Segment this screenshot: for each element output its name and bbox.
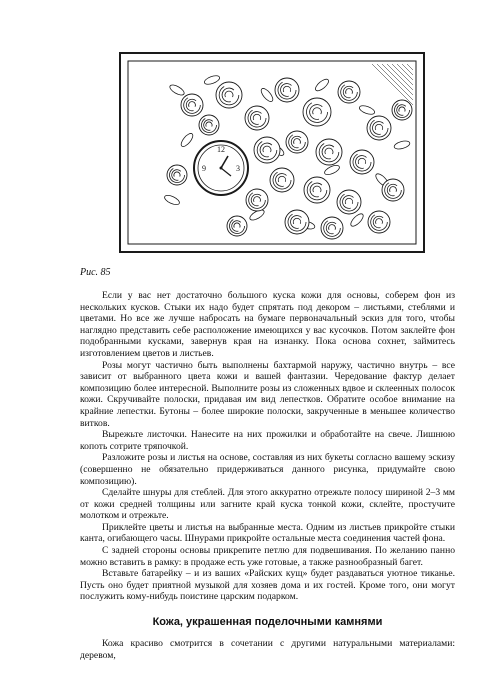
clock-numeral-3: 3: [236, 164, 240, 173]
hatch-line: [387, 64, 413, 90]
leaf-motif: [203, 74, 220, 86]
rose-motif: [216, 82, 242, 108]
rose-motif: [316, 139, 342, 165]
paragraph: С задней стороны основы прикрепите петлю для подвешивания. По желанию панно можно вставить в рамку: в продаже есть уже готовые, а также разнообразный багет.: [80, 545, 455, 568]
hatch-line: [402, 64, 413, 75]
rose-motif: [245, 106, 269, 130]
paragraph: Сделайте шнуры для стеблей. Для этого аккуратно отрежьте полосу шириной 2–3 мм от кожи средней толщины или загните край куска тонкой кожи, склейте, простучите молотком и отрежьте.: [80, 487, 455, 522]
rose-motif: [246, 189, 268, 211]
figure-caption: Рис. 85: [80, 267, 111, 278]
leaf-motif: [358, 104, 375, 116]
rose-motif: [367, 116, 391, 140]
clock-numeral-9: 9: [202, 164, 206, 173]
rose-motif: [303, 98, 331, 126]
body-text: [80, 290, 455, 603]
clock-face: [194, 141, 248, 195]
rose-motif: [270, 168, 294, 192]
rose-motif: [304, 177, 330, 203]
hatch-line: [407, 64, 413, 70]
clock-numeral-12: 12: [217, 145, 225, 154]
leaf-motif: [259, 87, 275, 104]
paragraph: Если у вас нет достаточно большого куска кожи для основы, соберем фон из нескольких кусков. Стыки их надо будет спрятать под декором – листьями, стеблями и цветами. Но все же лучше набросать на бумаге первоначальный эскиз для того, чтобы наглядно представить себе расположение имеющихся у вас кусочков. Потом заклейте фон подобранными кусками, завернув края на изнанку. Пока основа сохнет, займитесь изготовлением цветов и листьев.: [80, 290, 455, 359]
rose-motif: [275, 78, 299, 102]
paragraph: Приклейте цветы и листья на выбранные места. Одним из листьев прикройте стыки канта, огибающего часы. Шнурами прикройте остальные места соединения частей фона.: [80, 521, 455, 545]
rose-motif: [227, 216, 247, 236]
rose-motif: [350, 150, 374, 174]
rose-motif: [382, 179, 404, 201]
leaf-motif: [179, 132, 195, 149]
rose-motif: [285, 210, 309, 234]
hatch-line: [372, 64, 413, 105]
leaf-motif: [393, 140, 410, 151]
rose-motif: [181, 94, 203, 116]
leaf-motif: [323, 163, 340, 176]
hatch-line: [382, 64, 413, 95]
rose-motif: [321, 217, 343, 239]
leaf-motif: [314, 77, 331, 93]
paragraph: Кожа красиво смотрится в сочетании с другими натуральными материалами: деревом,: [80, 638, 455, 661]
leaf-motif: [168, 83, 185, 97]
paragraph: Вырежьте листочки. Нанесите на них прожилки и обработайте на свече. Лишнюю копоть сотрите тряпочкой.: [80, 429, 455, 452]
rose-motif: [392, 100, 412, 120]
paragraph: Розы могут частично быть выполнены бахтармой наружу, частично внутрь – все зависит от выбранного цвета кожи и вашей фантазии. Чередование фактур делает композицию более интересной. Выполните розы из сложенных вдвое и склеенных полосок кожи. Скручивайте полоски, придавая им вид лепестков. Обратите особое внимание на крайние лепестки. Бутоны – более широкие полоски, закрученные в меньшее количество витков.: [80, 359, 455, 429]
section-intro: [80, 638, 455, 661]
rose-motif: [368, 211, 390, 233]
rose-motif: [167, 165, 187, 185]
paragraph: Разложите розы и листья на основе, составляя из них букеты согласно вашему эскизу (совершенно не обязательно придерживаться данного рисунка, придумайте свою композицию).: [80, 452, 455, 487]
rose-motif: [254, 137, 280, 163]
rose-motif: [338, 81, 360, 103]
rose-motif: [199, 115, 219, 135]
section-heading: Кожа, украшенная поделочными камнями: [152, 616, 383, 628]
rose-motif: [337, 190, 361, 214]
leaf-motif: [163, 193, 180, 206]
rose-motif: [286, 131, 308, 153]
hatch-line: [397, 64, 413, 80]
figure-illustration: [117, 50, 427, 255]
paragraph: Вставьте батарейку – и из ваших «Райских кущ» будет раздаваться уютное тиканье. Пусть оно будет приятной музыкой для хозяев дома и их гостей. Кроме того, они могут послужить кому-нибудь поистине царским подарком.: [80, 568, 455, 603]
leaf-motif: [349, 212, 365, 228]
rose-clock-panel-drawing: [117, 50, 427, 255]
